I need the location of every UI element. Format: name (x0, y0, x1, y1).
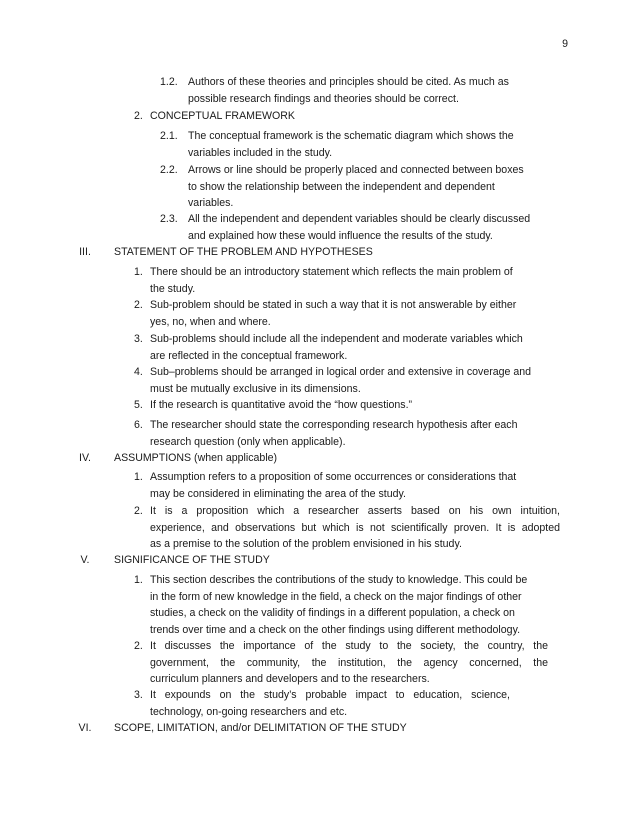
item-number: 2.2. (160, 164, 178, 176)
item-text-line: Assumption refers to a proposition of some occurrences or considerations that (150, 471, 517, 483)
item-text-line: studies, a check on the validity of findings in a different population, a check on (150, 607, 515, 619)
item-text-line: SIGNIFICANCE OF THE STUDY (114, 554, 270, 566)
item-number: 4. (134, 366, 143, 378)
item-number: III. (79, 246, 91, 258)
item-number: 1. (134, 266, 143, 278)
item-number: 2.3. (160, 213, 178, 225)
item-text-line: government, the community, the institution, the agency concerned, the (150, 656, 548, 669)
item-text-line: There should be an introductory statement which reflects the main problem of (150, 266, 513, 278)
item-text-line: It expounds on the study’s probable impact to education, science, (150, 689, 510, 701)
item-text-line: experience, and observations but which is not scientifically proven. It is adopted (150, 521, 560, 534)
item-text-line: may be considered in eliminating the area of the study. (150, 487, 406, 500)
item-text-line: The conceptual framework is the schematic diagram which shows the (188, 130, 514, 142)
item-text-line: It is a proposition which a researcher asserts based on his own intuition, (150, 505, 560, 517)
item-text-line: variables. (188, 197, 234, 209)
item-number: 1. (134, 574, 143, 586)
item-number: 5. (134, 399, 143, 411)
item-number: 2. (134, 505, 143, 517)
item-number: 1.2. (160, 76, 178, 88)
item-number: 6. (134, 419, 143, 431)
item-text-line: in the form of new knowledge in the field, a check on the major findings of other (150, 590, 522, 603)
item-text-line: ASSUMPTIONS (when applicable) (114, 452, 278, 464)
item-text-line: possible research findings and theories should be correct. (188, 92, 459, 105)
item-text-line: STATEMENT OF THE PROBLEM AND HYPOTHESES (114, 246, 373, 258)
item-text-line: Arrows or line should be properly placed and connected between boxes (188, 164, 524, 176)
item-text-line: Sub-problem should be stated in such a way that it is not answerable by either (150, 299, 517, 311)
item-text-line: It discusses the importance of the study to the society, the country, the (150, 640, 548, 652)
item-text-line: curriculum planners and developers and to the researchers. (150, 673, 430, 685)
item-text-line: Authors of these theories and principles should be cited. As much as (188, 76, 509, 88)
item-text-line: the study. (150, 282, 196, 295)
item-text-line: CONCEPTUAL FRAMEWORK (150, 110, 295, 122)
item-text-line: as a premise to the solution of the problem envisioned in his study. (150, 538, 462, 550)
item-text-line: trends over time and a check on the other findings using different methodology. (150, 623, 521, 636)
item-number: 2.1. (160, 130, 178, 142)
item-number: 2. (134, 110, 143, 122)
item-text-line: to show the relationship between the independent and dependent (188, 180, 495, 193)
item-number: VI. (78, 722, 92, 734)
item-number: V. (80, 554, 90, 566)
item-text-line: and explained how these would influence the results of the study. (188, 229, 493, 242)
item-number: 3. (134, 333, 143, 345)
item-number: 2. (134, 299, 143, 311)
item-text-line: variables included in the study. (188, 146, 333, 159)
item-text-line: Sub-problems should include all the independent and moderate variables which (150, 333, 523, 345)
item-text-line: must be mutually exclusive in its dimensions. (150, 382, 361, 395)
item-text-line: If the research is quantitative avoid the “how questions.” (150, 399, 413, 411)
item-number: 1. (134, 471, 143, 483)
item-number: 3. (134, 689, 143, 701)
item-text-line: This section describes the contributions of the study to knowledge. This could be (150, 574, 528, 586)
page-number: 9 (562, 38, 568, 50)
item-text-line: are reflected in the conceptual framework. (150, 349, 348, 362)
item-number: 2. (134, 640, 143, 652)
item-text-line: All the independent and dependent variables should be clearly discussed (188, 213, 531, 225)
item-text-line: Sub–problems should be arranged in logical order and extensive in coverage and (150, 366, 532, 378)
item-text-line: SCOPE, LIMITATION, and/or DELIMITATION OF THE STUDY (114, 722, 407, 734)
item-text-line: The researcher should state the corresponding research hypothesis after each (150, 419, 518, 431)
item-text-line: technology, on-going researchers and etc. (150, 705, 348, 718)
item-text-line: research question (only when applicable). (150, 435, 346, 448)
item-number: IV. (79, 452, 91, 464)
item-text-line: yes, no, when and where. (150, 315, 271, 328)
